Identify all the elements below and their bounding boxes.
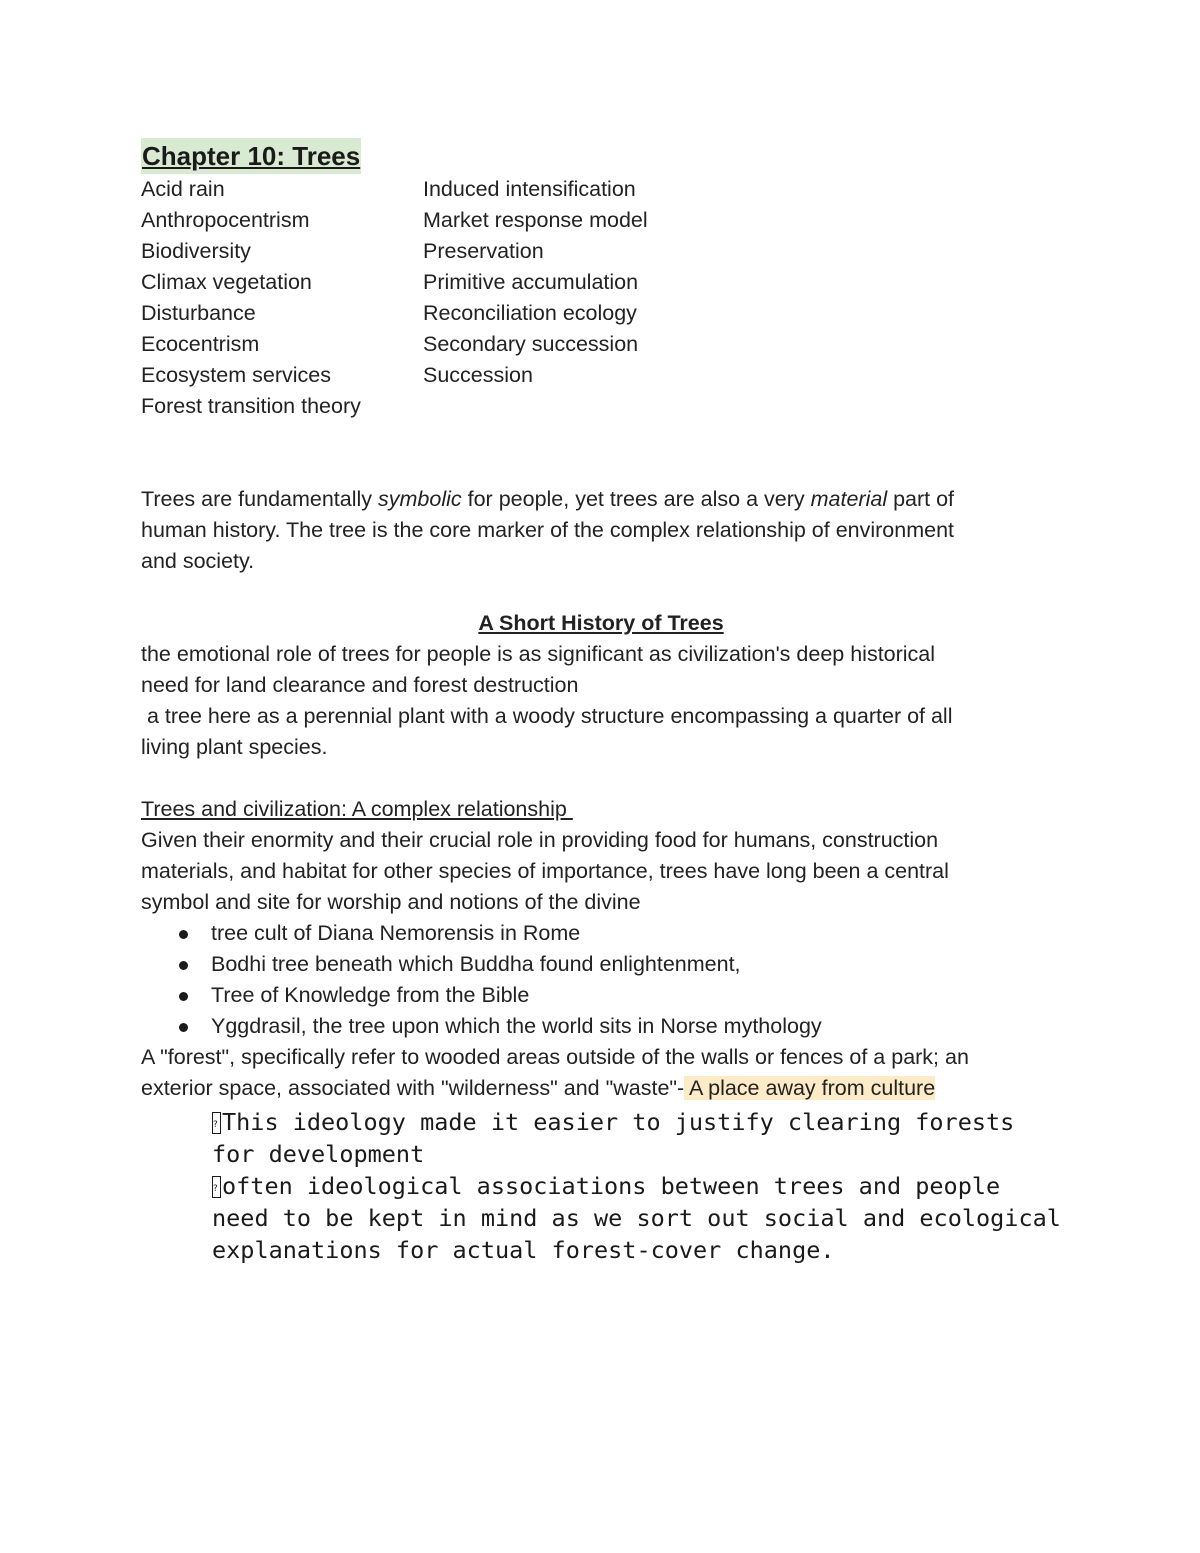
civilization-line: materials, and habitat for other species of importance, trees have long been a central	[141, 859, 949, 883]
note-line	[212, 1170, 1061, 1202]
history-line: need for land clearance and forest destruction	[141, 673, 579, 697]
key-term: Acid rain	[141, 177, 225, 201]
document-content	[141, 138, 1061, 1266]
bullet-icon	[179, 961, 188, 970]
bullet-icon	[179, 930, 188, 939]
note-text: often ideological associations between trees and people	[222, 1172, 1001, 1200]
chapter-title: Chapter 10: Trees	[141, 138, 361, 174]
key-term: Secondary succession	[423, 332, 639, 356]
forest-text: exterior space, associated with "wilderness" and "waste"-	[141, 1076, 685, 1100]
chapter-title-row	[141, 138, 1061, 174]
intro-paragraph	[141, 484, 1061, 577]
missing-glyph-icon	[212, 1176, 221, 1198]
key-term: Succession	[423, 363, 533, 387]
key-terms	[141, 174, 1061, 422]
note-line: for development	[212, 1140, 425, 1168]
key-term: Ecocentrism	[141, 332, 260, 356]
note-text: This ideology made it easier to justify clearing forests	[222, 1108, 1015, 1136]
history-paragraph	[141, 639, 1061, 763]
civilization-paragraph	[141, 825, 1061, 918]
key-term: Primitive accumulation	[423, 270, 639, 294]
key-term: Forest transition theory	[141, 394, 361, 418]
key-term: Ecosystem services	[141, 363, 331, 387]
key-term: Anthropocentrism	[141, 208, 310, 232]
key-term: Reconciliation ecology	[423, 301, 637, 325]
note-line: need to be kept in mind as we sort out social and ecological	[212, 1204, 1061, 1232]
bullet-list	[141, 918, 1061, 1042]
list-item	[211, 918, 1061, 949]
subsection-heading: Trees and civilization: A complex relationship	[141, 797, 573, 821]
list-item-text: Yggdrasil, the tree upon which the world sits in Norse mythology	[211, 1014, 822, 1038]
forest-line: A "forest", specifically refer to wooded areas outside of the walls or fences of a park; an	[141, 1045, 969, 1069]
history-line: a tree here as a perennial plant with a woody structure encompassing a quarter of all	[141, 704, 953, 728]
history-line: living plant species.	[141, 735, 328, 759]
list-item-text: Bodhi tree beneath which Buddha found enlightenment,	[211, 952, 741, 976]
history-line: the emotional role of trees for people is as significant as civilization's deep historical	[141, 642, 936, 666]
key-term: Market response model	[423, 208, 648, 232]
key-term: Preservation	[423, 239, 544, 263]
intro-line: and society.	[141, 549, 255, 573]
section-heading: A Short History of Trees	[478, 611, 724, 635]
key-term: Disturbance	[141, 301, 256, 325]
list-item	[211, 980, 1061, 1011]
intro-text: for people, yet trees are also a very	[461, 487, 811, 511]
forest-line	[141, 1073, 1061, 1104]
list-item	[211, 949, 1061, 980]
intro-text: part of	[887, 487, 955, 511]
note-line	[212, 1106, 1061, 1138]
key-term: Climax vegetation	[141, 270, 312, 294]
spacer	[141, 763, 1061, 794]
intro-line: human history. The tree is the core marker of the complex relationship of environment	[141, 518, 955, 542]
bullet-icon	[179, 1023, 188, 1032]
civilization-line: symbol and site for worship and notions of the divine	[141, 890, 641, 914]
list-item-text: Tree of Knowledge from the Bible	[211, 983, 530, 1007]
key-term: Biodiversity	[141, 239, 251, 263]
list-item-text: tree cult of Diana Nemorensis in Rome	[211, 921, 581, 945]
intro-emphasis: material	[810, 487, 888, 511]
missing-glyph-icon	[212, 1112, 221, 1134]
key-term: Induced intensification	[423, 177, 636, 201]
highlighted-text: A place away from culture	[684, 1076, 936, 1100]
civilization-line: Given their enormity and their crucial role in providing food for humans, construction	[141, 828, 939, 852]
note-line: explanations for actual forest-cover change.	[212, 1236, 835, 1264]
intro-emphasis: symbolic	[378, 487, 462, 511]
key-terms-left-column	[141, 174, 423, 422]
notes-block	[141, 1106, 1061, 1266]
intro-text: Trees are fundamentally	[141, 487, 379, 511]
bullet-icon	[179, 992, 188, 1001]
list-item	[211, 1011, 1061, 1042]
intro-line	[141, 484, 1061, 515]
key-terms-right-column	[423, 174, 823, 422]
